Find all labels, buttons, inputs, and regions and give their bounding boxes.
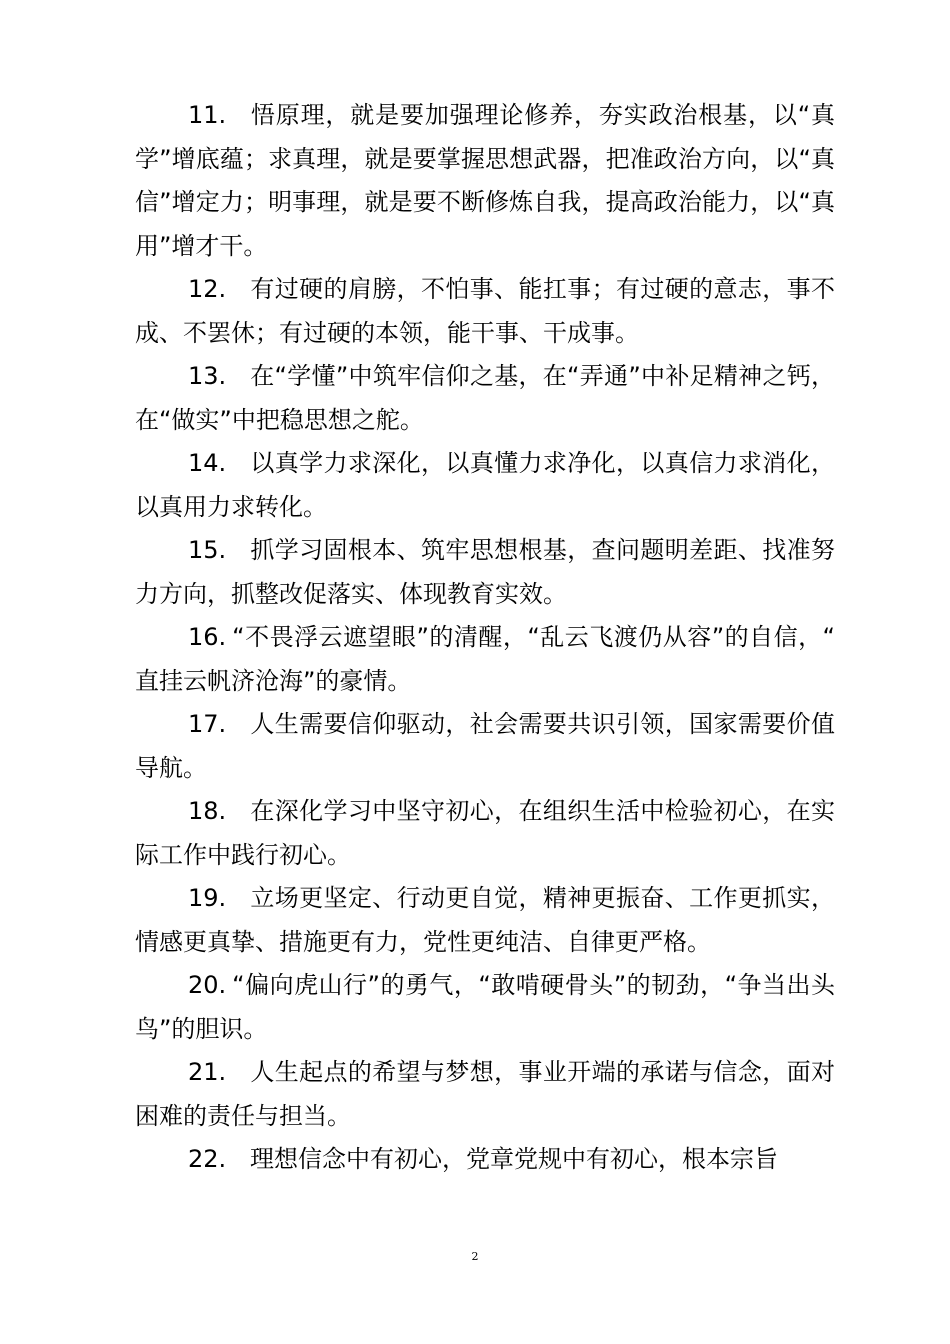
list-item [135, 268, 835, 355]
item-text: 有过硬的肩膀，不怕事、能扛事；有过硬的意志，事不成、不罢休；有过硬的本领，能干事、干成事。 [135, 275, 835, 347]
list-item [135, 616, 835, 703]
item-text: 在“学懂”中筑牢信仰之基，在“弄通”中补足精神之钙，在“做实”中把稳思想之舵。 [135, 362, 835, 434]
item-text: 以真学力求深化，以真懂力求净化，以真信力求消化，以真用力求转化。 [135, 449, 835, 521]
item-number: 16. [188, 623, 227, 651]
list-item [135, 877, 835, 964]
item-number: 19. [188, 884, 227, 912]
item-number: 11. [188, 101, 227, 129]
item-text: 理想信念中有初心，党章党规中有初心，根本宗旨 [250, 1145, 778, 1173]
list-item [135, 703, 835, 790]
item-text: “偏向虎山行”的勇气，“敢啃硬骨头”的韧劲，“争当出头鸟”的胆识。 [135, 971, 835, 1043]
item-text: 人生需要信仰驱动，社会需要共识引领，国家需要价值导航。 [135, 710, 835, 782]
item-text: 在深化学习中坚守初心，在组织生活中检验初心，在实际工作中践行初心。 [135, 797, 835, 869]
item-number: 21. [188, 1058, 227, 1086]
item-text: 人生起点的希望与梦想，事业开端的承诺与信念，面对困难的责任与担当。 [135, 1058, 835, 1130]
list-item [135, 94, 835, 268]
body-text [135, 94, 835, 1182]
item-text: 立场更坚定、行动更自觉，精神更振奋、工作更抓实，情感更真挚、措施更有力，党性更纯洁、自律更严格。 [135, 884, 835, 956]
item-number: 12. [188, 275, 227, 303]
list-item [135, 964, 835, 1051]
list-item [135, 1051, 835, 1138]
item-text: 悟原理，就是要加强理论修养，夯实政治根基，以“真学”增底蕴；求真理，就是要掌握思想武器，把准政治方向，以“真信”增定力；明事理，就是要不断修炼自我，提高政治能力，以“真用”增才干。 [135, 101, 835, 260]
page-number: 2 [471, 1250, 479, 1263]
item-number: 14. [188, 449, 227, 477]
list-item [135, 442, 835, 529]
item-number: 15. [188, 536, 227, 564]
item-number: 22. [188, 1145, 227, 1173]
item-number: 13. [188, 362, 227, 390]
item-text: “不畏浮云遮望眼”的清醒，“乱云飞渡仍从容”的自信，“直挂云帆济沧海”的豪情。 [135, 623, 835, 695]
item-number: 18. [188, 797, 227, 825]
item-text: 抓学习固根本、筑牢思想根基，查问题明差距、找准努力方向，抓整改促落实、体现教育实效。 [135, 536, 835, 608]
list-item [135, 790, 835, 877]
item-number: 20. [188, 971, 227, 999]
list-item [135, 529, 835, 616]
item-number: 17. [188, 710, 227, 738]
list-item [135, 355, 835, 442]
list-item [135, 1138, 835, 1182]
